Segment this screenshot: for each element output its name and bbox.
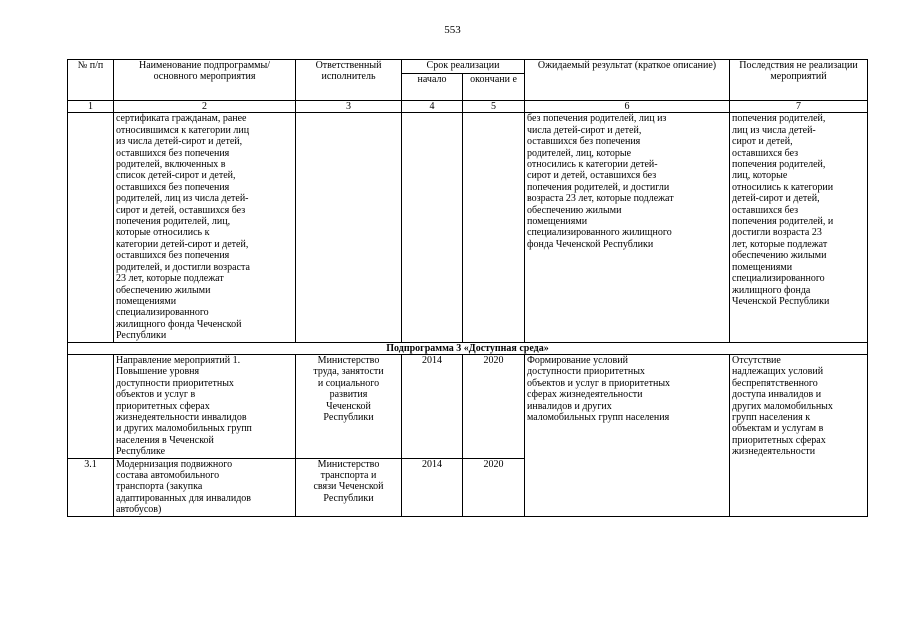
header-term: Срок реализации [402, 60, 525, 74]
continuation-consequences: попечения родителей, лиц из числа детей- сирот и детей, оставшихся без попечения родителей, лиц, которые относились к категории детей-сирот и детей, оставшихся без попечения родителей, и достигли возраста 23 лет, которые подлежат обеспечению жилыми помещениями специализированного жилищного фонда Чеченской Республики [730, 113, 868, 342]
continuation-name: сертификата гражданам, ранее относившимся к категории лиц из числа детей-сирот и детей, оставшихся без попечения родителей, включенных в список детей-сирот и детей, оставшихся без попечения родителей, лиц из числа детей- сирот и детей, оставшихся без попечения родителей, лиц, которые относились к категории детей-сирот и детей, оставшихся без попечения родителей, и достигли возраста 23 лет, которые подлежат обеспечению жилыми помещениями специализированного жилищного фонда Чеченской Республики [114, 113, 296, 342]
direction-name: Направление мероприятий 1. Повышение уровня доступности приоритетных объектов и услуг в приоритетных сферах жизнедеятельности инвалидов и других маломобильных групп населения в Чеченской Республике [114, 354, 296, 458]
column-number: 1 [68, 101, 114, 113]
continuation-result: без попечения родителей, лиц из числа детей-сирот и детей, оставшихся без попечения родителей, лиц, которые относились к категории детей- сирот и детей, оставшихся без попечения родителей, и достигли возраста 23 лет, которые подлежат обеспечению жилыми помещениями специализированного жилищного фонда Чеченской Республики [525, 113, 730, 342]
column-number-row [68, 101, 868, 113]
direction-consequences: Отсутствие надлежащих условий беспрепятственного доступа инвалидов и других маломобильных групп населения к объектам и услугам в приоритетных сферах жизнедеятельности [730, 354, 868, 516]
column-number: 2 [114, 101, 296, 113]
column-number: 5 [463, 101, 525, 113]
header-start: начало [402, 74, 463, 101]
item-name: Модернизация подвижного состава автомобильного транспорта (закупка адаптированных для инвалидов автобусов) [114, 458, 296, 516]
header-row-1 [68, 60, 868, 74]
header-num: № п/п [68, 60, 114, 101]
direction-start: 2014 [402, 354, 463, 458]
item-end: 2020 [463, 458, 525, 516]
subprogram-title: Подпрограмма 3 «Доступная среда» [68, 342, 868, 354]
direction-responsible: Министерство труда, занятости и социального развития Чеченской Республики [296, 354, 402, 458]
item-num: 3.1 [68, 458, 114, 516]
continuation-row [68, 113, 868, 342]
item-responsible: Министерство транспорта и связи Чеченской Республики [296, 458, 402, 516]
header-result: Ожидаемый результат (краткое описание) [525, 60, 730, 101]
direction-num [68, 354, 114, 458]
program-table [67, 59, 868, 517]
column-number: 4 [402, 101, 463, 113]
header-name: Наименование подпрограммы/ основного мероприятия [114, 60, 296, 101]
page-number: 553 [444, 24, 461, 36]
column-number: 6 [525, 101, 730, 113]
subprogram-row [68, 342, 868, 354]
direction-result: Формирование условий доступности приоритетных объектов и услуг в приоритетных сферах жизнедеятельности инвалидов и других маломобильных групп населения [525, 354, 730, 516]
column-number: 3 [296, 101, 402, 113]
direction-row [68, 354, 868, 458]
header-responsible: Ответственный исполнитель [296, 60, 402, 101]
header-consequences: Последствия не реализации мероприятий [730, 60, 868, 101]
column-number: 7 [730, 101, 868, 113]
direction-end: 2020 [463, 354, 525, 458]
header-end: окончани е [463, 74, 525, 101]
item-start: 2014 [402, 458, 463, 516]
